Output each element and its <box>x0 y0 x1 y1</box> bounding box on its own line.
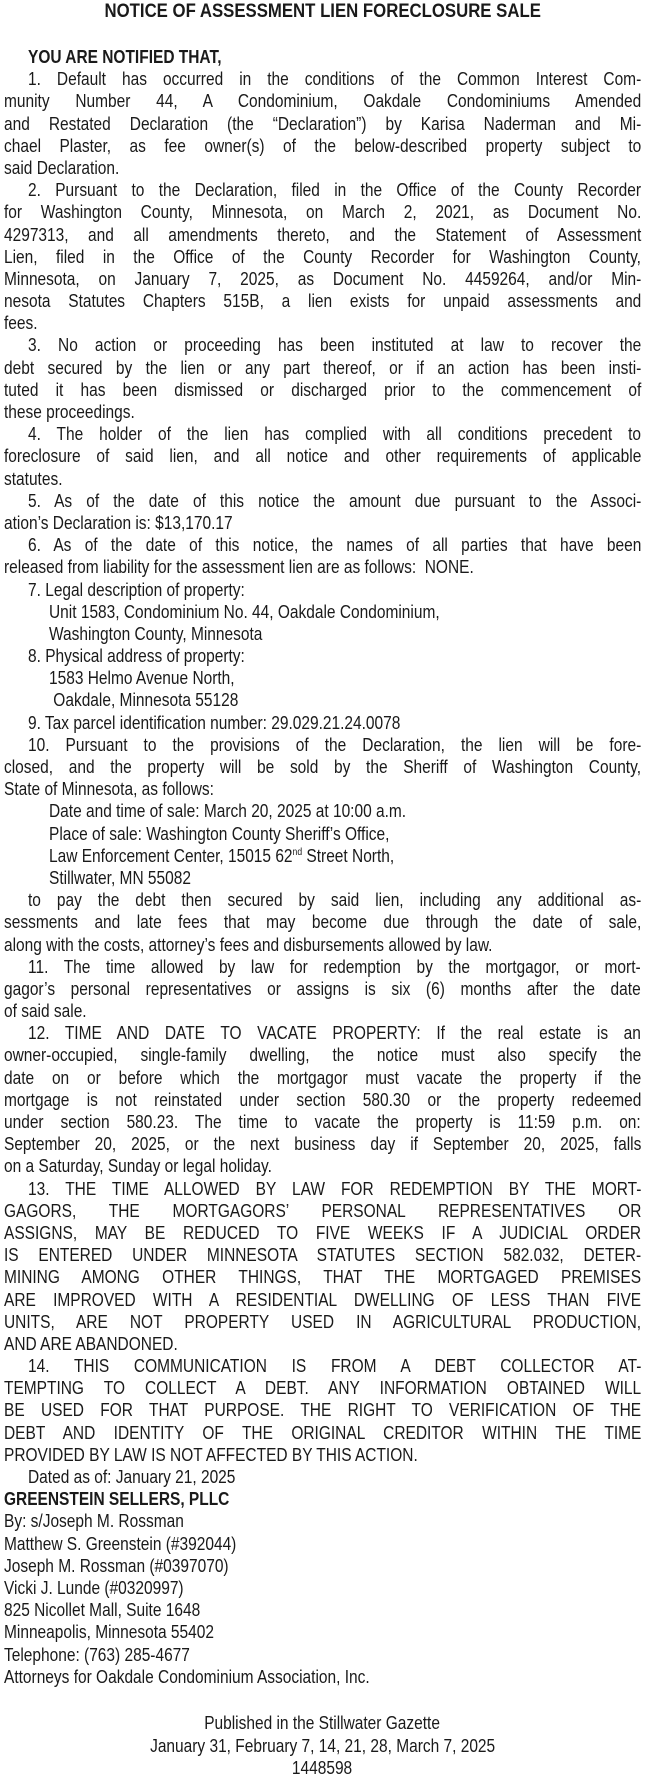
line-text: IS ENTERED UNDER MINNESOTA STATUTES SECTION 582.032, DETER- <box>4 1245 642 1266</box>
text-line <box>4 1377 641 1399</box>
line-text: 12. TIME AND DATE TO VACATE PROPERTY: If the real estate is an <box>28 1023 641 1044</box>
line-text: BE USED FOR THAT PURPOSE. THE RIGHT TO VERIFICATION OF THE <box>4 1400 642 1421</box>
block-para <box>4 956 641 1023</box>
line-text: 5. As of the date of this notice the amount due pursuant to the Associ- <box>28 490 642 511</box>
text-line <box>4 534 641 556</box>
line-text: DEBT AND IDENTITY OF THE ORIGINAL CREDITOR WITHIN THE TIME <box>4 1422 642 1443</box>
published-in-line <box>0 1712 645 1735</box>
line-part-post: Street North, <box>302 845 395 866</box>
line-text: UNITS, ARE NOT PROPERTY USED IN AGRICULTURAL PRODUCTION, <box>4 1311 642 1332</box>
line-text: owner-occupied, single-family dwelling, the notice must also specify the <box>4 1045 642 1066</box>
text-line <box>4 1266 641 1288</box>
text-line <box>4 712 641 734</box>
line-text: GAGORS, THE MORTGAGORS’ PERSONAL REPRESENTATIVES OR <box>4 1200 642 1221</box>
line-text: Matthew S. Greenstein (#392044) <box>4 1533 237 1554</box>
text-line <box>4 113 641 135</box>
line-text: Attorneys for Oakdale Condominium Association, Inc. <box>4 1666 370 1687</box>
line-text: Vicki J. Lunde (#0320997) <box>4 1577 184 1598</box>
text-line <box>4 179 641 201</box>
block-para <box>4 1022 641 1177</box>
block-firm <box>4 1488 641 1510</box>
block-para <box>4 712 641 734</box>
text-line <box>4 1333 641 1355</box>
text-line <box>4 445 641 467</box>
line-text: ation’s Declaration is: $13,170.17 <box>4 512 233 533</box>
block-heading <box>4 46 641 68</box>
line-text: Joseph M. Rossman (#0397070) <box>4 1555 229 1576</box>
line-text: Place of sale: Washington County Sheriff’s Office, <box>49 823 390 844</box>
text-line <box>4 601 641 623</box>
line-text: to pay the debt then secured by said lien, including any additional as- <box>28 890 642 911</box>
line-text: Oakdale, Minnesota 55128 <box>49 690 239 711</box>
text-line <box>4 1000 641 1022</box>
text-line <box>4 800 641 822</box>
text-line <box>4 490 641 512</box>
line-text: Telephone: (763) 285-4677 <box>4 1644 190 1665</box>
text-line <box>4 1044 641 1066</box>
line-text: AND ARE ABANDONED. <box>4 1333 178 1354</box>
line-text: Unit 1583, Condominium No. 44, Oakdale Condominium, <box>49 601 440 622</box>
text-line <box>4 157 641 179</box>
line-text: Minnesota, on January 7, 2025, as Document No. 4459264, and/or Min- <box>4 268 642 289</box>
notice-title <box>0 0 645 22</box>
text-line <box>4 357 641 379</box>
block-para <box>4 1466 641 1488</box>
line-text: gagor’s personal representatives or assigns is six (6) months after the date <box>4 978 641 999</box>
line-text: 11. The time allowed by law for redemption by the mortgagor, or mort- <box>28 956 641 977</box>
text-line <box>4 68 641 90</box>
text-line <box>4 224 641 246</box>
text-line <box>4 623 641 645</box>
block-para <box>4 534 641 578</box>
text-line <box>4 1133 641 1155</box>
line-text: 14. THIS COMMUNICATION IS FROM A DEBT COLLECTOR AT- <box>28 1356 642 1377</box>
text-line <box>4 956 641 978</box>
line-text: 4. The holder of the lien has complied with all conditions precedent to <box>28 424 642 445</box>
text-line <box>4 1644 641 1666</box>
text-line <box>4 290 641 312</box>
line-text: munity Number 44, A Condominium, Oakdale Condominiums Amended <box>4 91 642 112</box>
text-line <box>4 46 641 68</box>
text-line <box>4 401 641 423</box>
line-text: MINING AMONG OTHER THINGS, THAT THE MORTGAGED PREMISES <box>4 1267 642 1288</box>
text-line <box>4 845 641 867</box>
text-line <box>4 135 641 157</box>
line-text: ASSIGNS, MAY BE REDUCED TO FIVE WEEKS IF A JUDICIAL ORDER <box>4 1222 642 1243</box>
text-line <box>4 667 641 689</box>
line-text: nesota Statutes Chapters 515B, a lien exists for unpaid assessments and <box>4 291 642 312</box>
line-text: State of Minnesota, as follows: <box>4 779 214 800</box>
line-text: 1583 Helmo Avenue North, <box>49 668 235 689</box>
block-para <box>4 889 641 956</box>
text-line <box>4 579 641 601</box>
line-text: 3. No action or proceeding has been instituted at law to recover the <box>28 335 642 356</box>
block-para <box>4 179 641 334</box>
publication-dates-line <box>0 1735 645 1758</box>
line-text: Stillwater, MN 55082 <box>49 867 191 888</box>
line-text: YOU ARE NOTIFIED THAT, <box>28 47 222 67</box>
text-line <box>4 1067 641 1089</box>
line-text: statutes. <box>4 468 63 489</box>
text-line <box>4 978 641 1000</box>
text-line <box>4 734 641 756</box>
text-line <box>4 778 641 800</box>
text-line <box>4 268 641 290</box>
text-line <box>4 823 641 845</box>
text-line <box>4 1599 641 1621</box>
text-line <box>4 379 641 401</box>
line-text: ARE IMPROVED WITH A RESIDENTIAL DWELLING OF LESS THAN FIVE <box>4 1289 642 1310</box>
line-text: said Declaration. <box>4 157 120 178</box>
block-para <box>4 1178 641 1356</box>
text-line <box>4 246 641 268</box>
text-line <box>4 1488 641 1510</box>
text-line <box>4 1089 641 1111</box>
text-line <box>4 867 641 889</box>
block-para <box>4 645 641 667</box>
block-para <box>4 734 641 801</box>
line-text: under section 580.23. The time to vacate the property is 11:59 p.m. on: <box>4 1112 641 1132</box>
text-line <box>4 645 641 667</box>
notice-id: 1448598 <box>292 1758 353 1778</box>
line-text: foreclosure of said lien, and all notice and other requirements of applicable <box>4 446 642 467</box>
line-text: 7. Legal description of property: <box>28 579 245 600</box>
line-text: 825 Nicollet Mall, Suite 1648 <box>4 1600 201 1621</box>
text-line <box>4 1022 641 1044</box>
text-line <box>4 1200 641 1222</box>
publication-dates: January 31, February 7, 14, 21, 28, March 7, 2025 <box>149 1735 496 1756</box>
text-line <box>4 334 641 356</box>
text-line <box>4 1666 641 1688</box>
line-text: and Restated Declaration (the “Declaration”) by Karisa Naderman and Mi- <box>4 113 642 134</box>
text-line <box>4 911 641 933</box>
line-text: of said sale. <box>4 1001 87 1022</box>
text-line <box>4 1621 641 1643</box>
text-line <box>4 90 641 112</box>
line-text: 10. Pursuant to the provisions of the Declaration, the lien will be fore- <box>28 734 642 755</box>
text-line <box>4 689 641 711</box>
line-text: Lien, filed in the Office of the County Recorder for Washington County, <box>4 246 641 267</box>
line-text: for Washington County, Minnesota, on March 2, 2021, as Document No. <box>4 202 642 223</box>
line-part-pre: Law Enforcement Center, 15015 62 <box>49 845 293 866</box>
line-text: tuted it has been dismissed or discharged prior to the commencement of <box>4 379 642 400</box>
block-sub <box>4 667 641 711</box>
block-para <box>4 1355 641 1466</box>
text-line <box>4 1244 641 1266</box>
published-in: Published in the Stillwater Gazette <box>204 1713 441 1733</box>
text-line <box>4 1155 641 1177</box>
line-text: fees. <box>4 313 38 334</box>
line-text: 6. As of the date of this notice, the names of all parties that have been <box>28 535 642 556</box>
line-text: Minneapolis, Minnesota 55402 <box>4 1622 214 1643</box>
text-line <box>4 1510 641 1532</box>
text-line <box>4 1466 641 1488</box>
notice-id-line <box>0 1757 645 1780</box>
line-text: GREENSTEIN SELLERS, PLLC <box>4 1489 230 1510</box>
line-text: 9. Tax parcel identification number: 29.029.21.24.0078 <box>28 712 401 733</box>
line-text: chael Plaster, as fee owner(s) of the below-described property subject to <box>4 135 642 156</box>
line-text: date on or before which the mortgagor must vacate the property if the <box>4 1067 642 1088</box>
text-line <box>4 1399 641 1421</box>
text-line <box>4 756 641 778</box>
line-text: By: s/Joseph M. Rossman <box>4 1511 184 1532</box>
text-line <box>4 1533 641 1555</box>
text-line <box>4 1422 641 1444</box>
line-text: 4297313, and all amendments thereto, and the Statement of Assessment <box>4 224 642 245</box>
line-text: Date and time of sale: March 20, 2025 at 10:00 a.m. <box>49 801 407 822</box>
line-text: PROVIDED BY LAW IS NOT AFFECTED BY THIS ACTION. <box>4 1444 418 1465</box>
block-sub <box>4 800 641 889</box>
block-para <box>4 579 641 601</box>
block-plain <box>4 1510 641 1688</box>
block-para <box>4 334 641 423</box>
text-line <box>4 1311 641 1333</box>
line-text-with-superscript <box>49 845 394 867</box>
line-text: September 20, 2025, or the next business day if September 20, 2025, falls <box>4 1134 642 1155</box>
text-line <box>4 1222 641 1244</box>
line-text: 8. Physical address of property: <box>28 646 245 667</box>
text-line <box>4 1444 641 1466</box>
line-text: sessments and late fees that may become due through the date of sale, <box>4 912 642 933</box>
notice-body <box>4 46 641 1688</box>
line-part-sup: nd <box>292 846 303 858</box>
block-sub <box>4 601 641 645</box>
text-line <box>4 934 641 956</box>
line-text: mortgage is not reinstated under section 580.30 or the property redeemed <box>4 1089 642 1110</box>
text-line <box>4 889 641 911</box>
line-text: 1. Default has occurred in the conditions of the Common Interest Com- <box>28 69 642 90</box>
notice-title-text: NOTICE OF ASSESSMENT LIEN FORECLOSURE SALE <box>104 0 541 22</box>
line-text: closed, and the property will be sold by the Sheriff of Washington County, <box>4 757 642 777</box>
line-text: TEMPTING TO COLLECT A DEBT. ANY INFORMATION OBTAINED WILL <box>4 1378 642 1399</box>
block-para <box>4 490 641 534</box>
line-text: debt secured by the lien or any part thereof, or if an action has been insti- <box>4 357 642 378</box>
line-text: released from liability for the assessment lien are as follows: NONE. <box>4 557 474 578</box>
line-text: along with the costs, attorney’s fees and disbursements allowed by law. <box>4 934 493 955</box>
text-line <box>4 1111 641 1133</box>
block-para <box>4 68 641 179</box>
text-line <box>4 512 641 534</box>
text-line <box>4 1178 641 1200</box>
line-text: 13. THE TIME ALLOWED BY LAW FOR REDEMPTION BY THE MORT- <box>28 1178 642 1199</box>
block-para <box>4 423 641 490</box>
text-line <box>4 201 641 223</box>
text-line <box>4 1289 641 1311</box>
text-line <box>4 1577 641 1599</box>
line-text: on a Saturday, Sunday or legal holiday. <box>4 1156 272 1177</box>
text-line <box>4 556 641 578</box>
text-line <box>4 423 641 445</box>
text-line <box>4 1355 641 1377</box>
text-line <box>4 312 641 334</box>
line-text: 2. Pursuant to the Declaration, filed in the Office of the County Recorder <box>28 180 641 201</box>
line-text: these proceedings. <box>4 402 135 422</box>
publication-footer <box>0 1712 645 1780</box>
text-line <box>4 1555 641 1577</box>
line-text: Dated as of: January 21, 2025 <box>28 1467 236 1487</box>
text-line <box>4 468 641 490</box>
line-text: Washington County, Minnesota <box>49 623 263 644</box>
